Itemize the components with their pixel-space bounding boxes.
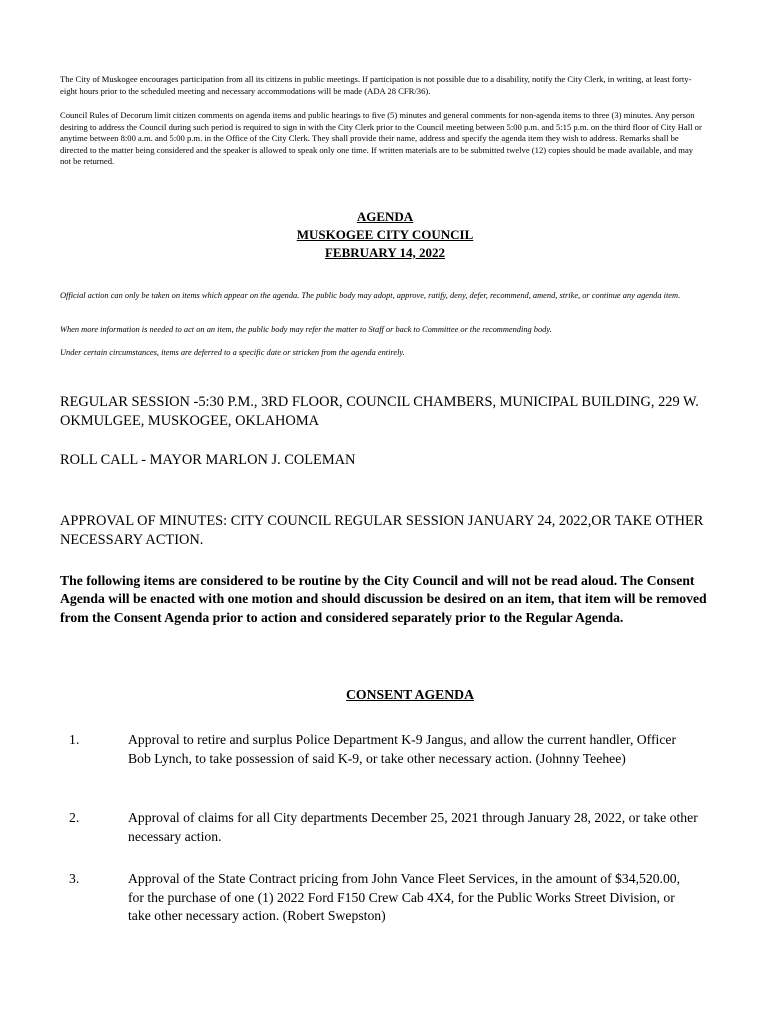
deferred-note: Under certain circumstances, items are deferred to a specific date or stricken from the agenda entirely. [60, 348, 405, 357]
agenda-title: AGENDA [356, 209, 414, 224]
item-text: Approval of the State Contract pricing from John Vance Fleet Services, in the amount of $34,520.00, for the purchase of one (1) 2022 Ford F150 Crew Cab 4X4, for the Public Works Street Division, or take other necessary action. (Robert Swepston) [128, 871, 681, 924]
more-info-note: When more information is needed to act on an item, the public body may refer the matter to Staff or back to Committee or the recommending body. [60, 325, 552, 334]
council-name: MUSKOGEE CITY COUNCIL [296, 227, 474, 242]
item-number: 1. [69, 732, 80, 747]
regular-session-line: REGULAR SESSION -5:30 P.M., 3RD FLOOR, COUNCIL CHAMBERS, MUNICIPAL BUILDING, 229 W. OKMULGEE, MUSKOGEE, OKLAHOMA [60, 394, 699, 429]
agenda-heading [60, 208, 710, 262]
consent-agenda-heading: CONSENT AGENDA [346, 687, 474, 702]
routine-items-note: The following items are considered to be routine by the City Council and will not be read aloud. The Consent Agenda will be enacted with one motion and should discussion be desired on an item, that item will be removed from the Consent Agenda prior to action and considered separately prior to the Regular Agenda. [60, 573, 707, 625]
roll-call-line: ROLL CALL - MAYOR MARLON J. COLEMAN [60, 452, 356, 468]
item-text: Approval of claims for all City departments December 25, 2021 through January 28, 2022, or take other necessary action. [128, 810, 698, 844]
item-number: 3. [69, 871, 80, 886]
meeting-date: FEBRUARY 14, 2022 [324, 245, 446, 260]
official-action-note: Official action can only be taken on items which appear on the agenda. The public body may adopt, approve, ratify, deny, defer, recommend, amend, strike, or continue any agenda item. [60, 291, 681, 300]
decorum-notice: Council Rules of Decorum limit citizen comments on agenda items and public hearings to five (5) minutes and general comments for non-agenda items to three (3) minutes. Any person desiring to address the Council during such period is required to sign in with the City Clerk prior to the Council meeting between 5:00 p.m. and 5:15 p.m. on the third floor of City Hall or anytime between 8:00 a.m. and 5:00 p.m. in the Office of the City Clerk. They shall provide their name, address and specify the agenda item they wish to address. Remarks shall be directed to the matter being considered and the speaker is allowed to speak only one time. If written materials are to be submitted twelve (12) copies should be made available, and may not be returned. [60, 110, 702, 166]
approval-minutes-line: APPROVAL OF MINUTES: CITY COUNCIL REGULAR SESSION JANUARY 24, 2022,OR TAKE OTHER NECESSARY ACTION. [60, 513, 704, 548]
item-number: 2. [69, 810, 80, 825]
participation-notice: The City of Muskogee encourages participation from all its citizens in public meetings. If participation is not possible due to a disability, notify the City Clerk, in writing, at least forty-eight hours prior to the scheduled meeting and necessary accommodations will be made (ADA 28 CFR/36). [60, 74, 692, 96]
item-text: Approval to retire and surplus Police Department K-9 Jangus, and allow the current handler, Officer Bob Lynch, to take possession of said K-9, or take other necessary action. (Johnny Teehee) [128, 732, 677, 766]
